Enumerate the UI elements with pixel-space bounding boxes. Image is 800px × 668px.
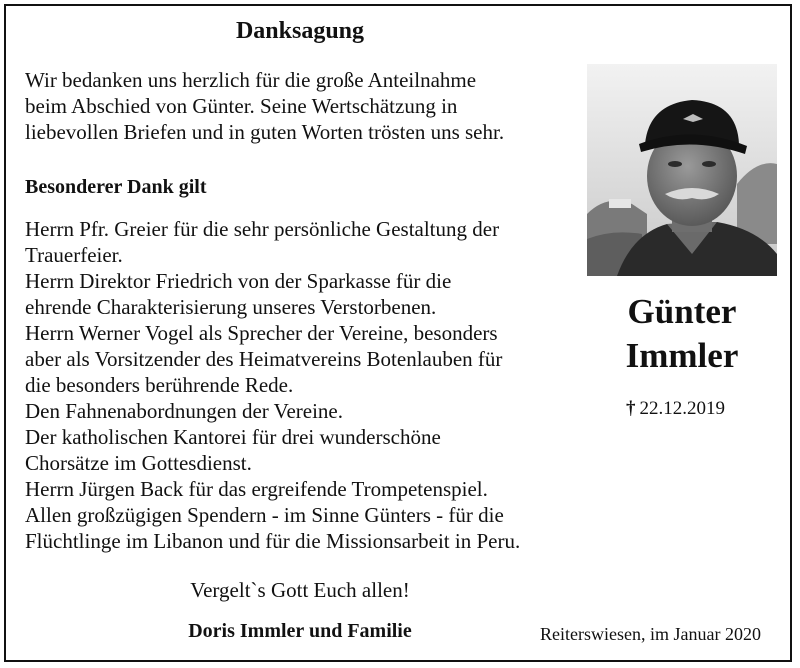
intro-line: beim Abschied von Günter. Seine Wertschätzung in bbox=[25, 94, 458, 118]
thanks-line: Flüchtlinge im Libanon und für die Missionsarbeit in Peru. bbox=[25, 529, 521, 553]
first-name: Günter bbox=[627, 292, 737, 331]
death-date: 22.12.2019 bbox=[639, 398, 725, 419]
thanks-line: Allen großzügigen Spendern - im Sinne Günters - für die bbox=[25, 503, 504, 527]
thanks-line: die besonders berührende Rede. bbox=[25, 373, 294, 397]
deceased-name bbox=[587, 290, 777, 378]
thanks-line: Herrn Werner Vogel als Sprecher der Vereine, besonders bbox=[25, 321, 498, 345]
intro-line: liebevollen Briefen und in guten Worten trösten uns sehr. bbox=[25, 120, 505, 144]
thanks-line: Herrn Direktor Friedrich von der Sparkasse für die bbox=[25, 269, 452, 293]
thanks-line: ehrende Charakterisierung unseres Verstorbenen. bbox=[25, 295, 437, 319]
last-name: Immler bbox=[625, 336, 739, 375]
closing-line: Vergelt`s Gott Euch allen! bbox=[190, 578, 410, 602]
thanks-line: Chorsätze im Gottesdienst. bbox=[25, 451, 252, 475]
notice-title: Danksagung bbox=[235, 18, 365, 44]
intro-paragraph bbox=[25, 67, 585, 145]
death-date-line bbox=[626, 398, 725, 420]
intro-line: Wir bedanken uns herzlich für die große Anteilnahme bbox=[25, 68, 477, 92]
thanks-line: Der katholischen Kantorei für drei wunderschöne bbox=[25, 425, 441, 449]
thanks-list bbox=[25, 216, 590, 554]
thanks-line: aber als Vorsitzender des Heimatvereins Botenlauben für bbox=[25, 347, 503, 371]
place-date: Reiterswiesen, im Januar 2020 bbox=[540, 624, 761, 644]
cross-icon: † bbox=[626, 398, 636, 419]
thanks-line: Herrn Jürgen Back für das ergreifende Trompetenspiel. bbox=[25, 477, 488, 501]
thanks-line: Trauerfeier. bbox=[25, 243, 123, 267]
portrait-photo bbox=[587, 64, 777, 276]
thanks-line: Herrn Pfr. Greier für die sehr persönliche Gestaltung der bbox=[25, 217, 500, 241]
thanks-line: Den Fahnenabordnungen der Vereine. bbox=[25, 399, 344, 423]
signature: Doris Immler und Familie bbox=[188, 620, 412, 642]
special-thanks-heading: Besonderer Dank gilt bbox=[25, 176, 207, 198]
